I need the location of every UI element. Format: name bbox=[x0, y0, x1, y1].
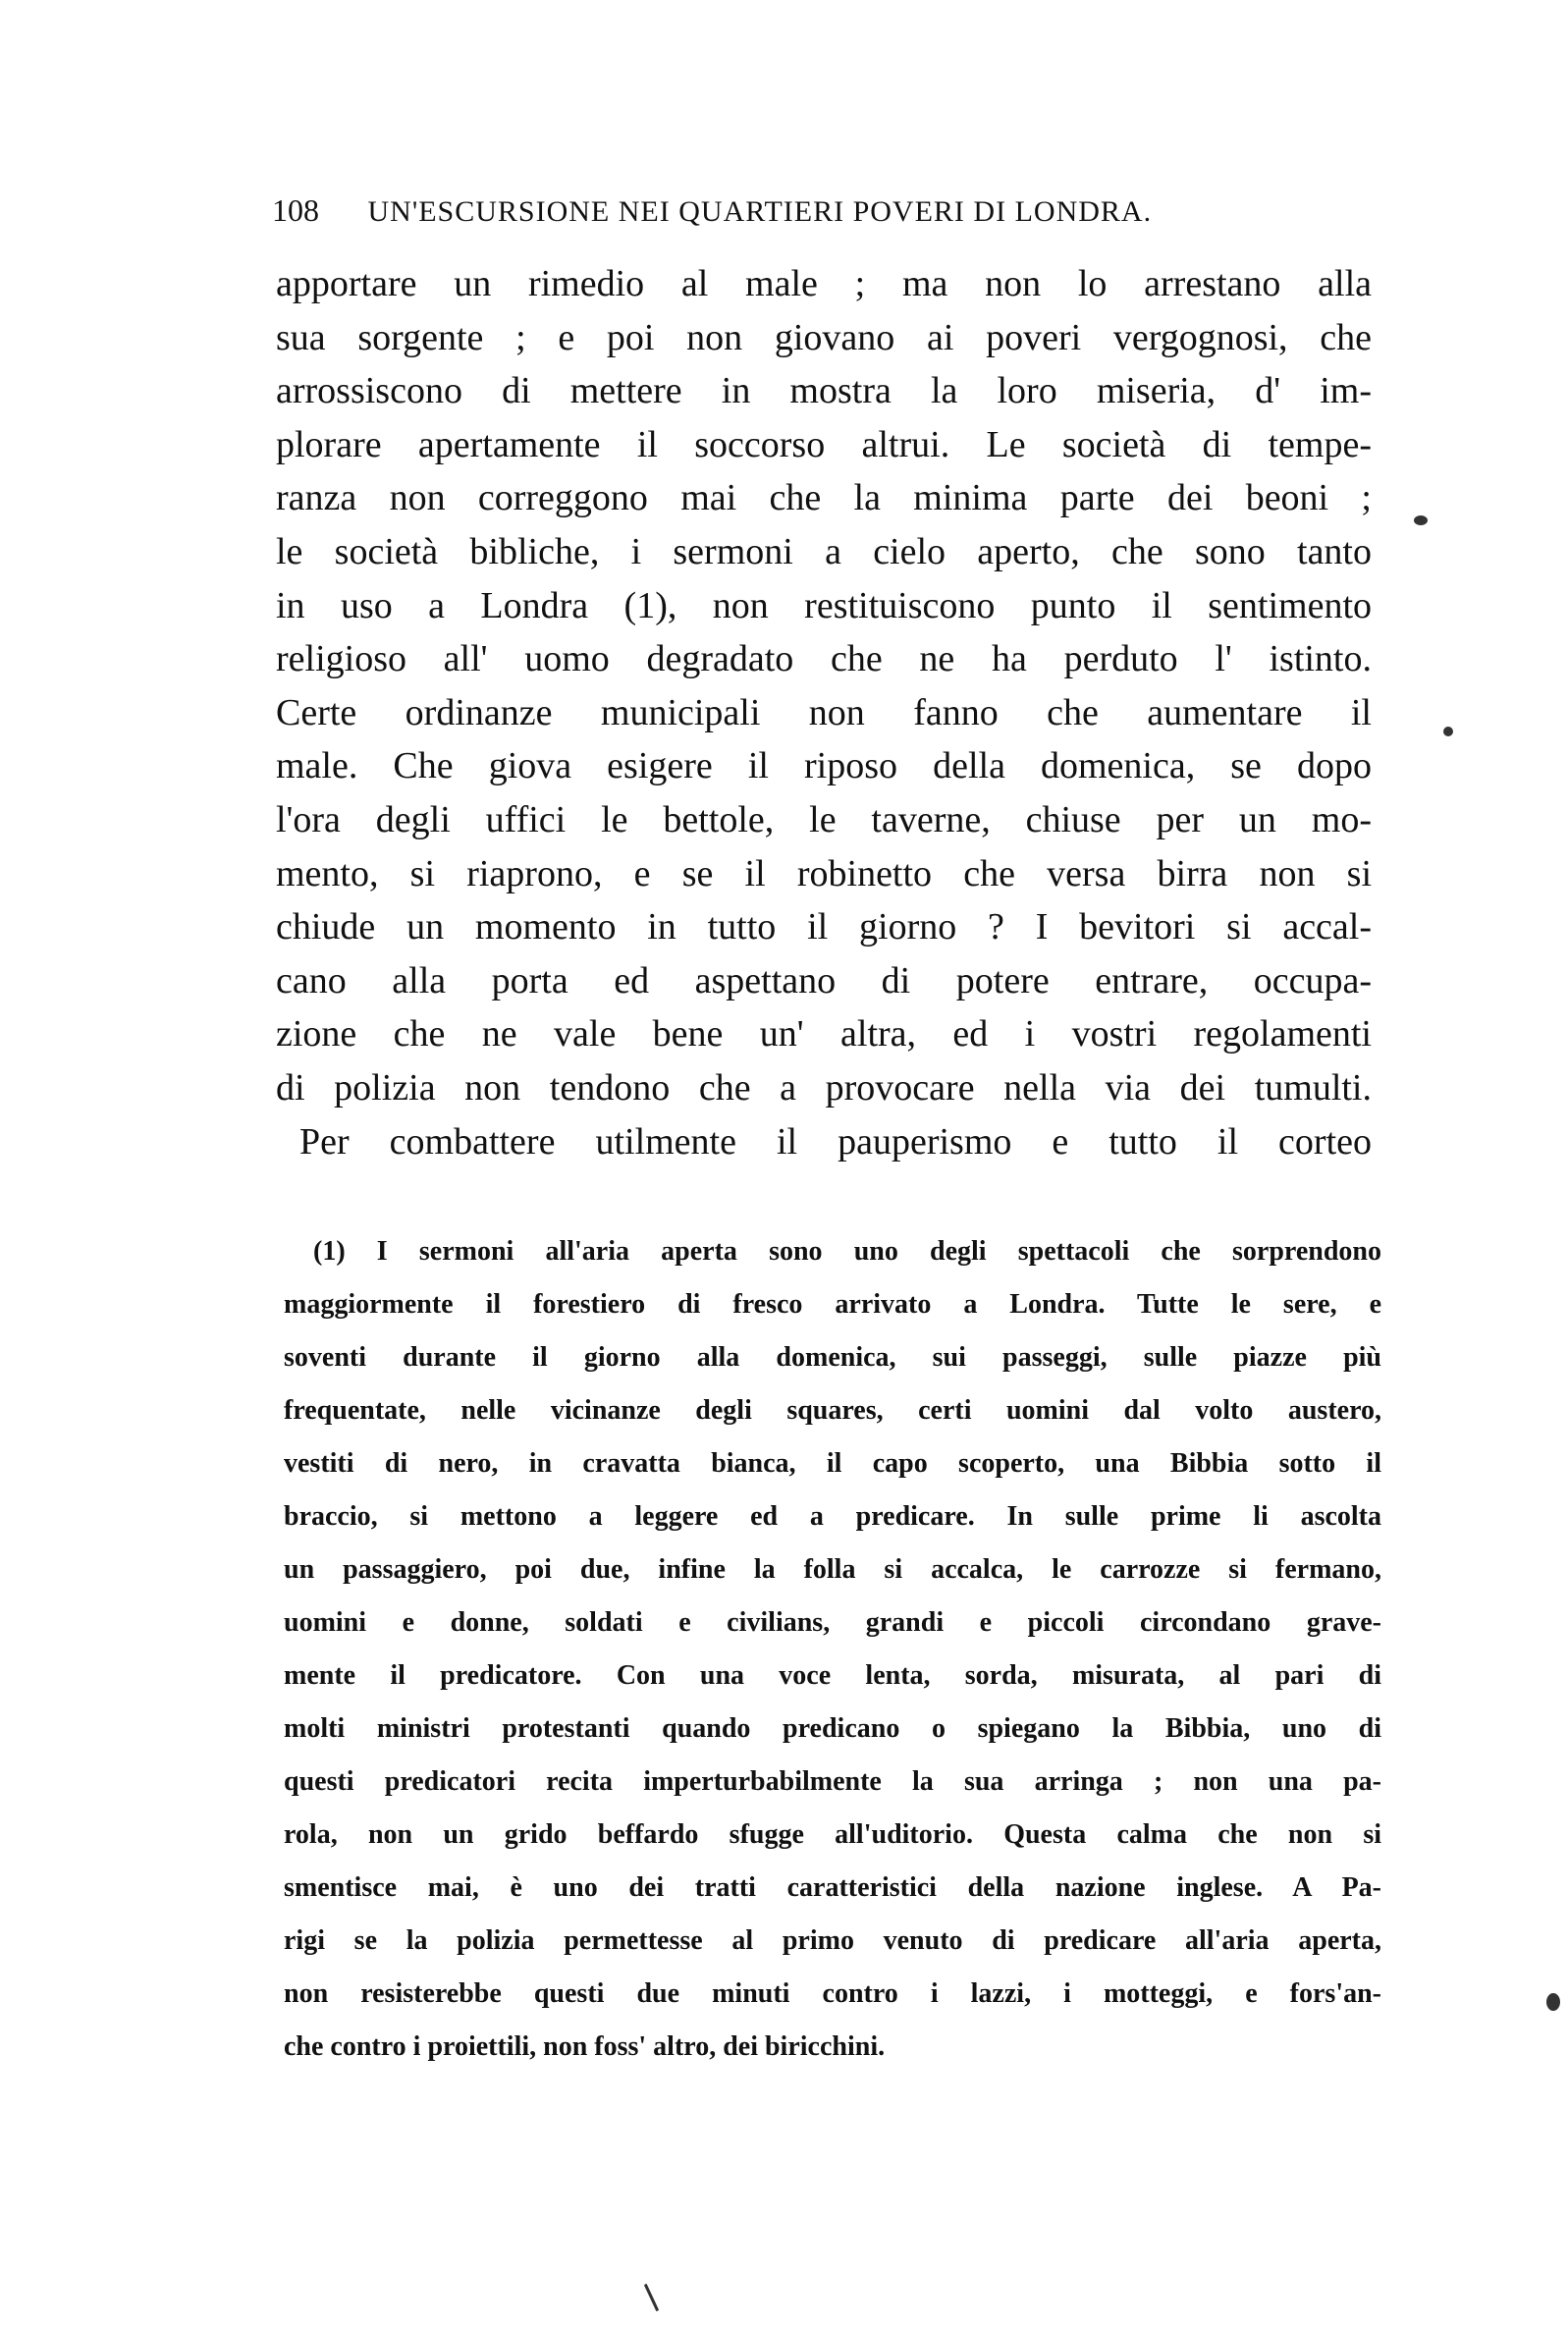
footnote-line: vestiti di nero, in cravatta bianca, il capo scoperto, una Bibbia sotto il bbox=[284, 1448, 1381, 1479]
body-line: sua sorgente ; e poi non giovano ai poveri vergognosi, che bbox=[276, 316, 1372, 358]
footnote-line: molti ministri protestanti quando predicano o spiegano la Bibbia, uno di bbox=[284, 1713, 1381, 1744]
body-line: cano alla porta ed aspettano di potere entrare, occupa- bbox=[276, 959, 1372, 1001]
body-line: chiude un momento in tutto il giorno ? I bevitori si accal- bbox=[276, 906, 1372, 948]
footnote-line: (1) I sermoni all'aria aperta sono uno degli spettacoli che sorprendono bbox=[313, 1236, 1381, 1267]
body-line: male. Che giova esigere il riposo della domenica, se dopo bbox=[276, 745, 1372, 787]
footnote-line: non resisterebbe questi due minuti contro i lazzi, i motteggi, e fors'an- bbox=[284, 1978, 1381, 2009]
body-line: le società bibliche, i sermoni a cielo aperto, che sono tanto bbox=[276, 530, 1372, 572]
footnote-line: rola, non un grido beffardo sfugge all'uditorio. Questa calma che non si bbox=[284, 1819, 1381, 1850]
footnote-line: rigi se la polizia permettesse al primo venuto di predicare all'aria aperta, bbox=[284, 1925, 1381, 1956]
body-line: di polizia non tendono che a provocare nella via dei tumulti. bbox=[276, 1066, 1372, 1109]
scan-speck bbox=[1443, 727, 1453, 736]
footnote-line: un passaggiero, poi due, infine la folla si accalca, le carrozze si fermano, bbox=[284, 1554, 1381, 1585]
body-line: in uso a Londra (1), non restituiscono punto il sentimento bbox=[276, 584, 1372, 626]
scan-speck bbox=[644, 2284, 659, 2311]
body-line: mento, si riaprono, e se il robinetto che versa birra non si bbox=[276, 852, 1372, 894]
body-line: arrossiscono di mettere in mostra la loro miseria, d' im- bbox=[276, 370, 1372, 412]
body-line: apportare un rimedio al male ; ma non lo arrestano alla bbox=[276, 263, 1372, 304]
scan-speck bbox=[1546, 1993, 1560, 2011]
footnote-line: maggiormente il forestiero di fresco arrivato a Londra. Tutte le sere, e bbox=[284, 1289, 1381, 1320]
footnote-line: uomini e donne, soldati e civilians, grandi e piccoli circondano grave- bbox=[284, 1607, 1381, 1638]
footnote-line: questi predicatori recita imperturbabilmente la sua arringa ; non una pa- bbox=[284, 1766, 1381, 1797]
scan-speck bbox=[1414, 515, 1428, 525]
body-line: zione che ne vale bene un' altra, ed i vostri regolamenti bbox=[276, 1013, 1372, 1055]
body-line: plorare apertamente il soccorso altrui. Le società di tempe- bbox=[276, 423, 1372, 465]
footnote-line: che contro i proiettili, non foss' altro, dei biricchini. bbox=[284, 2031, 886, 2062]
footnote bbox=[284, 1225, 1381, 2074]
body-line: religioso all' uomo degradato che ne ha perduto l' istinto. bbox=[276, 638, 1372, 680]
running-header bbox=[272, 192, 1372, 229]
footnote-line: braccio, si mettono a leggere ed a predicare. In sulle prime li ascolta bbox=[284, 1501, 1381, 1532]
page-number: 108 bbox=[272, 192, 319, 228]
running-title: UN'ESCURSIONE NEI QUARTIERI POVERI DI LONDRA. bbox=[367, 195, 1153, 228]
body-line: l'ora degli uffici le bettole, le taverne, chiuse per un mo- bbox=[276, 798, 1372, 840]
footnote-line: soventi durante il giorno alla domenica, sui passeggi, sulle piazze più bbox=[284, 1342, 1381, 1373]
footnote-line: frequentate, nelle vicinanze degli squares, certi uomini dal volto austero, bbox=[284, 1395, 1381, 1426]
body-line: Per combattere utilmente il pauperismo e tutto il corteo bbox=[299, 1120, 1372, 1163]
footnote-line: mente il predicatore. Con una voce lenta, sorda, misurata, al pari di bbox=[284, 1660, 1381, 1691]
body-line: Certe ordinanze municipali non fanno che aumentare il bbox=[276, 691, 1372, 733]
body-text bbox=[276, 257, 1372, 1168]
body-line: ranza non correggono mai che la minima parte dei beoni ; bbox=[276, 477, 1372, 519]
footnote-line: smentisce mai, è uno dei tratti caratteristici della nazione inglese. A Pa- bbox=[284, 1872, 1381, 1903]
